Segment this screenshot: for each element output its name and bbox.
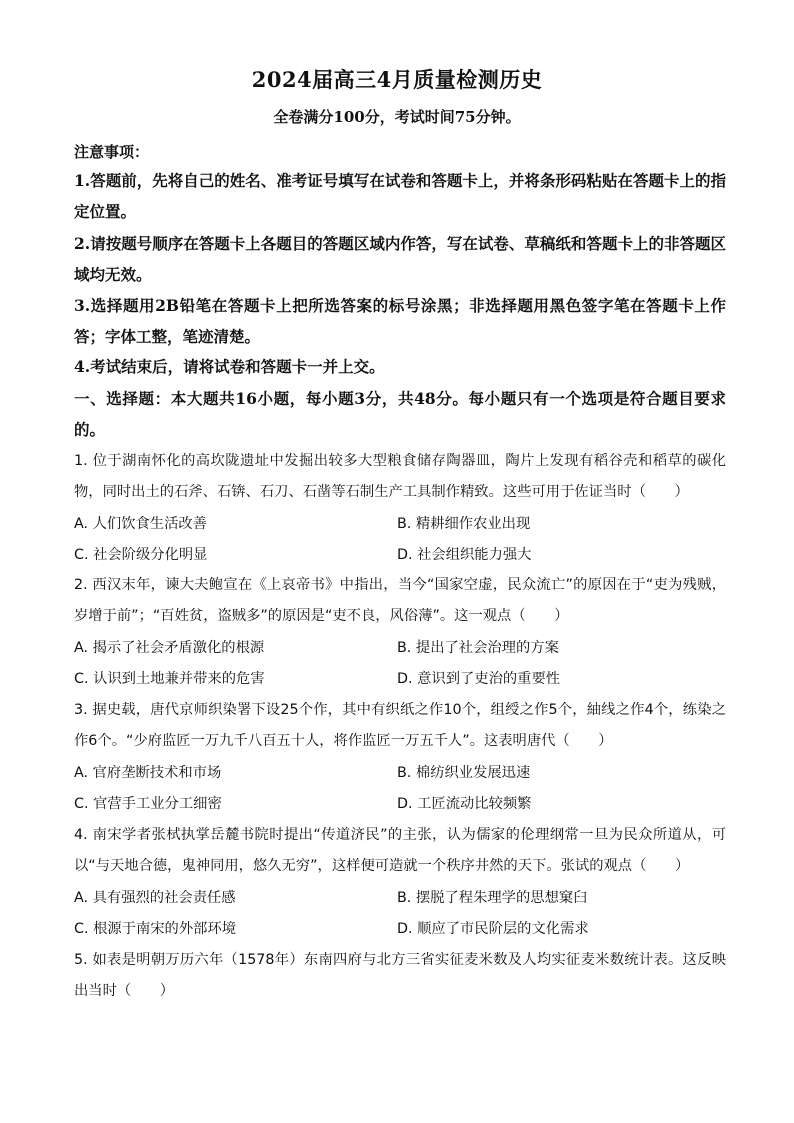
note-item: 2.请按题号顺序在答题卡上各题目的答题区域内作答，写在试卷、草稿纸和答题卡上的非答题区域均无效。: [74, 234, 726, 284]
question-stem: 5. 如表是明朝万历六年（1578年）东南四府与北方三省实征麦米数及人均实征麦米数统计表。这反映出当时（ ）: [74, 952, 726, 999]
option-a: A. 具有强烈的社会责任感: [74, 890, 236, 906]
question-stem: 3. 据史载，唐代京师织染署下设25个作，其中有织纸之作10个，组绶之作5个，紬线之作4个，练染之作6个。“少府监匠一万九千八百五十人，将作监匠一万五千人”。这表明唐代（ ）: [74, 702, 726, 749]
option-c: C. 官营手工业分工细密: [74, 796, 222, 812]
question-stem: 2. 西汉末年，谏大夫鲍宣在《上哀帝书》中指出，当今“国家空虚，民众流亡”的原因在于“吏为残贼，岁增于前”；“百姓贫，盗贼多”的原因是“吏不良，风俗薄”。这一观点（ ）: [74, 577, 726, 624]
option-b: B. 棉纺织业发展迅速: [397, 765, 531, 781]
option-d: D. 顺应了市民阶层的文化需求: [397, 921, 589, 937]
option-d: D. 意识到了吏治的重要性: [397, 671, 561, 687]
note-item: 4.考试结束后，请将试卷和答题卡一并上交。: [74, 357, 385, 376]
option-b: B. 摆脱了程朱理学的思想窠臼: [397, 890, 588, 906]
question-stem: 1. 位于湖南怀化的高坎陇遗址中发掘出较多大型粮食储存陶器皿，陶片上发现有稻谷壳和稻草的碳化物，同时出土的石斧、石锛、石刀、石凿等石制生产工具制作精致。这些可用于佐证当时（ ）: [74, 453, 726, 500]
exam-info: 全卷满分100分，考试时间75分钟。: [273, 108, 521, 126]
option-c: C. 认识到土地兼并带来的危害: [74, 671, 265, 687]
question-stem: 4. 南宋学者张栻执掌岳麓书院时提出“传道济民”的主张，认为儒家的伦理纲常一旦为民众所道从，可以“与天地合德，鬼神同用，悠久无穷”，这样便可造就一个秩序井然的天下。张试的观点（ ）: [74, 827, 726, 874]
notes-heading: 注意事项：: [74, 143, 150, 161]
option-d: D. 工匠流动比较频繁: [397, 796, 532, 812]
note-item: 1.答题前，先将自己的姓名、准考证号填写在试卷和答题卡上，并将条形码粘贴在答题卡上的指定位置。: [74, 171, 726, 221]
option-b: B. 提出了社会治理的方案: [397, 640, 559, 656]
option-d: D. 社会组织能力强大: [397, 547, 532, 563]
option-a: A. 官府垄断技术和市场: [74, 765, 222, 781]
option-c: C. 社会阶级分化明显: [74, 547, 208, 563]
option-c: C. 根源于南宋的外部环境: [74, 921, 237, 937]
option-b: B. 精耕细作农业出现: [397, 516, 531, 532]
option-a: A. 人们饮食生活改善: [74, 516, 207, 532]
note-item: 3.选择题用2B铅笔在答题卡上把所选答案的标号涂黑；非选择题用黑色签字笔在答题卡上作答；字体工整，笔迹清楚。: [74, 296, 726, 346]
option-a: A. 揭示了社会矛盾激化的根源: [74, 640, 265, 656]
page-title: 2024届高三4月质量检测历史: [251, 67, 543, 92]
section-heading: 一、选择题：本大题共16小题，每小题3分，共48分。每小题只有一个选项是符合题目要求的。: [74, 389, 726, 439]
